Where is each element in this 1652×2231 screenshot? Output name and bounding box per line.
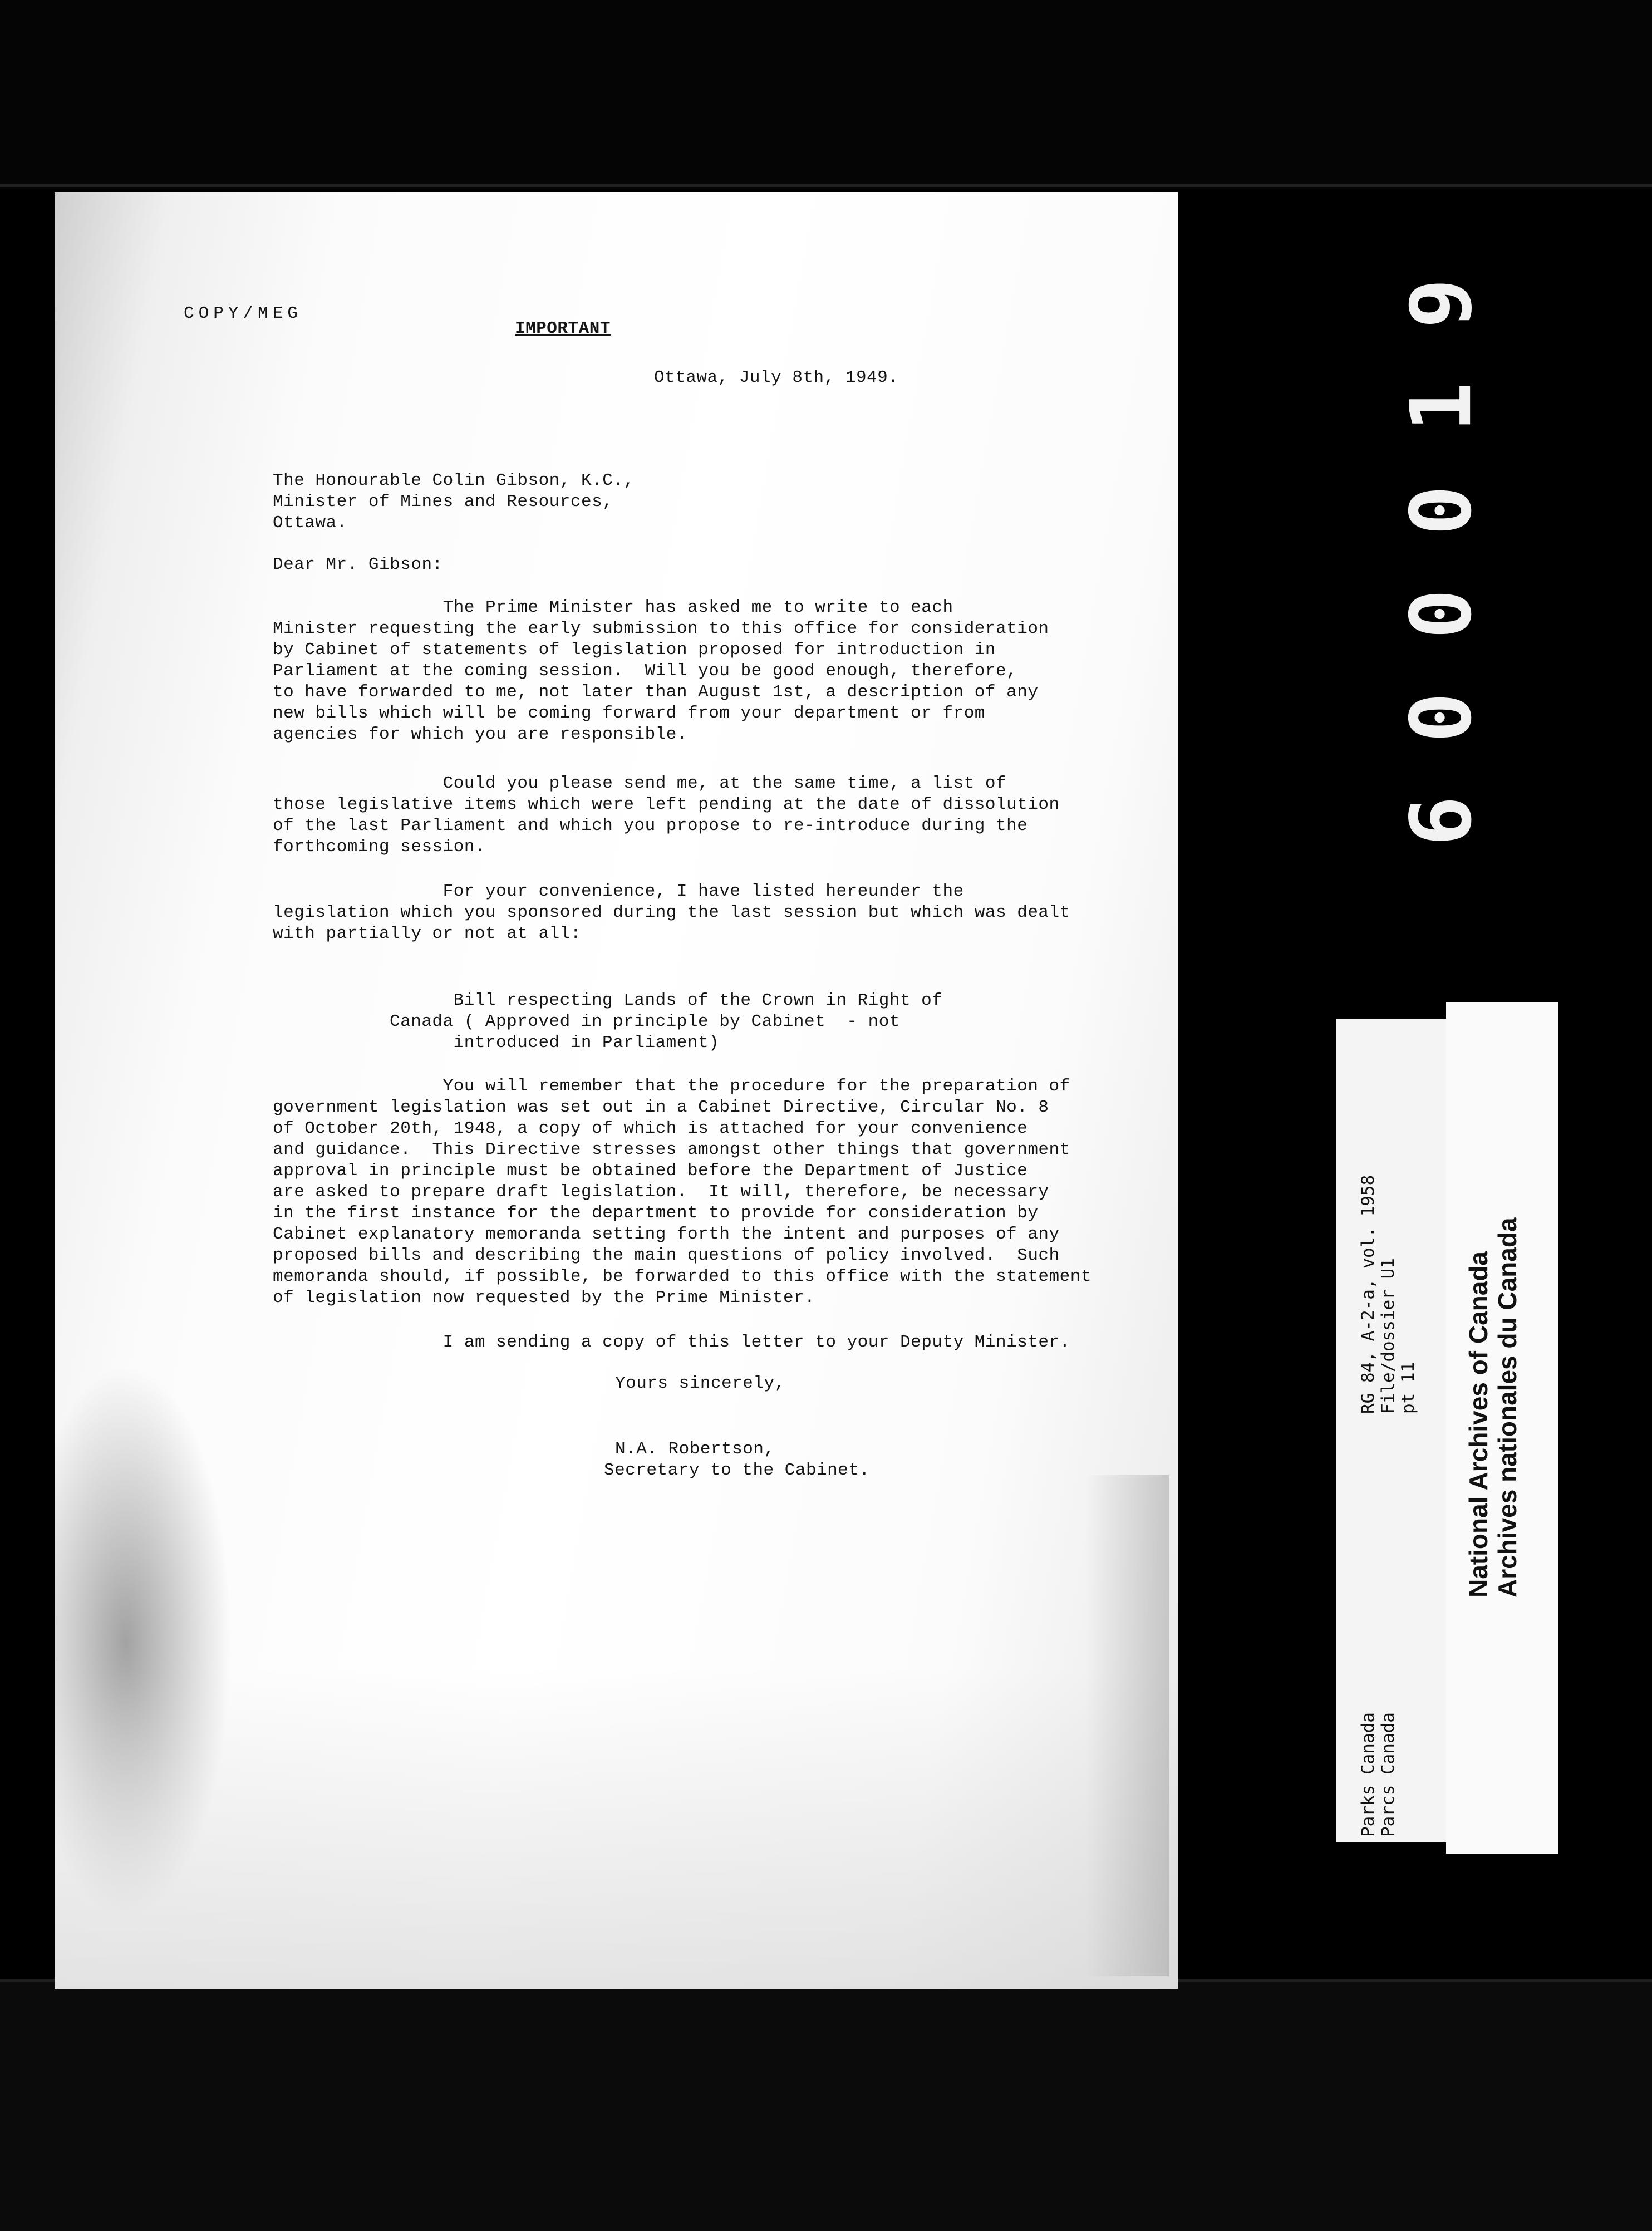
address-line: Minister of Mines and Resources, [273,492,613,512]
body-line: and guidance. This Directive stresses amongst other things that government [273,1140,1070,1159]
body-line: Cabinet explanatory memoranda setting forth the intent and purposes of any [273,1225,1060,1244]
address-line: Ottawa. [273,513,347,533]
signature-name: N.A. Robertson, [615,1439,775,1459]
body-line: Parliament at the coming session. Will you be good enough, therefore, [273,661,1017,681]
body-line: I am sending a copy of this letter to your Deputy Minister. [273,1333,1070,1352]
frame-digit: 1 [1393,381,1490,433]
body-line: those legislative items which were left pending at the date of dissolution [273,795,1060,814]
frame-digit: 0 [1393,485,1490,536]
body-line: You will remember that the procedure for the preparation of [273,1077,1070,1096]
archive-institution-line: National Archives of Canada [1464,1251,1493,1598]
signature-title: Secretary to the Cabinet. [604,1461,870,1480]
reference-mark: COPY/MEG [184,304,302,323]
body-line: forthcoming session. [273,837,486,857]
letter-closing: Yours sincerely, [615,1374,785,1393]
body-line: to have forwarded to me, not later than August 1st, a description of any [273,682,1039,702]
body-line: The Prime Minister has asked me to write to each [273,598,953,617]
frame-digit: 6 [1393,795,1490,847]
body-line: by Cabinet of statements of legislation proposed for introduction in [273,640,996,660]
frame-digit: 0 [1393,692,1490,743]
body-line: of October 20th, 1948, a copy of which is attached for your convenience [273,1119,1028,1138]
address-line: The Honourable Colin Gibson, K.C., [273,471,635,490]
letter-date: Ottawa, July 8th, 1949. [654,368,899,387]
archive-institution-line: Archives nationales du Canada [1493,1217,1522,1598]
archive-reference-line: File/dossier U1 [1378,1258,1398,1414]
archive-reference-line: RG 84, A-2-a, vol. 1958 [1358,1175,1378,1414]
torn-page-edge [1085,1475,1169,1976]
frame-digit: 0 [1393,588,1490,640]
frame-digit: 9 [1393,278,1490,329]
letter-heading: IMPORTANT [515,319,611,338]
body-line: Minister requesting the early submission to this office for consideration [273,619,1049,638]
film-edge-top [0,184,1652,187]
archive-reference-line: pt 11 [1398,1362,1418,1414]
archive-agency-line: Parks Canada [1358,1712,1378,1837]
body-line: legislation which you sponsored during the last session but which was dealt [273,903,1070,922]
bill-item: Canada ( Approved in principle by Cabinet - not [390,1012,900,1031]
body-line: proposed bills and describing the main questions of policy involved. Such [273,1246,1060,1265]
body-line: of legislation now requested by the Prime Minister. [273,1288,815,1308]
film-band-top [0,0,1652,189]
frame-number [1393,262,1490,863]
page-bottom-fade [55,1670,1178,1989]
body-line: agencies for which you are responsible. [273,725,688,744]
body-line: are asked to prepare draft legislation. It will, therefore, be necessary [273,1182,1049,1202]
film-band-bottom [0,1982,1652,2231]
body-line: Could you please send me, at the same time, a list of [273,774,1007,793]
body-line: of the last Parliament and which you propose to re-introduce during the [273,816,1028,836]
bill-item: introduced in Parliament) [390,1033,720,1053]
archive-agency-line: Parcs Canada [1378,1712,1398,1837]
body-line: approval in principle must be obtained before the Department of Justice [273,1161,1028,1181]
body-line: new bills which will be coming forward from your department or from [273,704,985,723]
bill-item: Bill respecting Lands of the Crown in Right of [390,991,943,1010]
body-line: government legislation was set out in a Cabinet Directive, Circular No. 8 [273,1098,1049,1117]
salutation: Dear Mr. Gibson: [273,555,443,574]
body-line: in the first instance for the department to provide for consideration by [273,1203,1039,1223]
body-line: For your convenience, I have listed hereunder the [273,882,964,901]
body-line: with partially or not at all: [273,924,581,943]
body-line: memoranda should, if possible, be forwarded to this office with the statement [273,1267,1092,1286]
